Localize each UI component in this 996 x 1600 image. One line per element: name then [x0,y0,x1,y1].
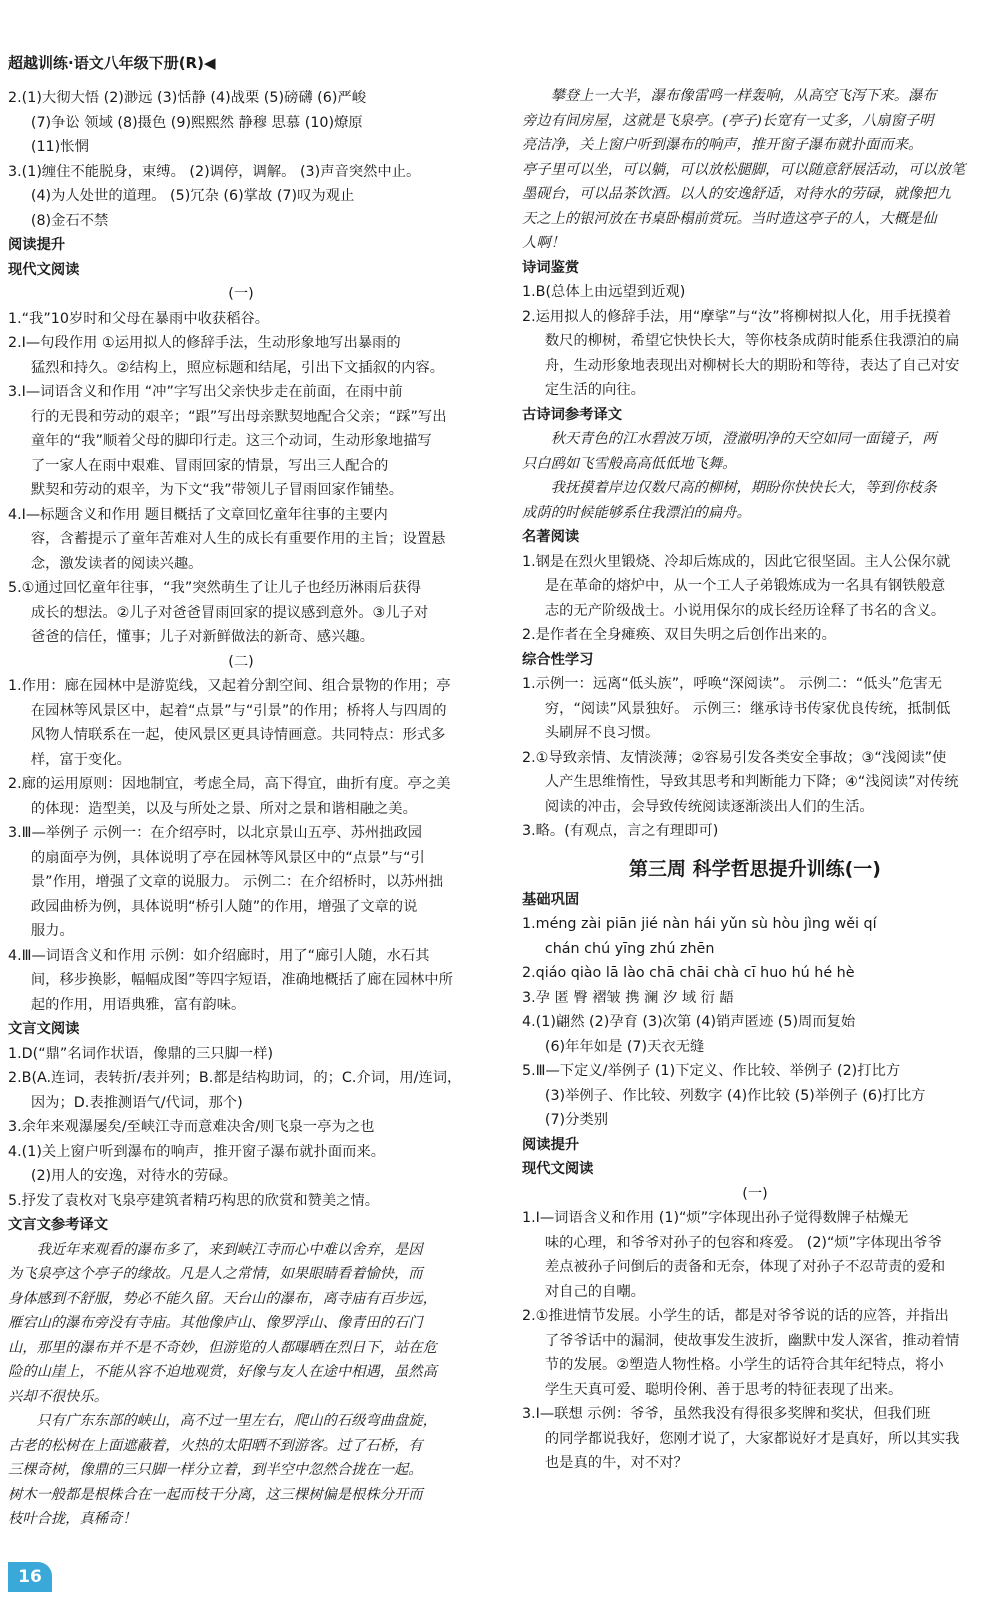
text-line: 亭子里可以坐，可以躺，可以放松腿脚，可以随意舒展活动，可以放笔 [522,161,966,178]
text-line: 爸爸的信任，懂事；儿子对新鲜做法的新奇、感兴趣。 [30,629,374,645]
text-line: 的扇面亭为例，具体说明了亭在园林等风景区中的“点景”与“引 [30,849,425,866]
text-line: 味的心理，和爷爷对孙子的包容和疼爱。 (2)“烦”字体现出爷爷 [544,1234,942,1251]
text-line: 了一家人在雨中艰难、冒雨回家的情景，写出三人配合的 [30,457,389,474]
text-line: (2)用人的安逸，对待水的劳碌。 [30,1168,237,1184]
text-line: 服力。 [30,923,74,939]
text-line: 2.B(A.连词，表转折/表并列；B.都是结构助词，的；C.介词，用/连词， [8,1070,462,1086]
text-line: 基础巩固 [522,891,580,908]
text-line: 1.méng zài piān jié nàn hái yǔn sù hòu jìng wěi qí [522,916,877,932]
text-line: 数尺的柳树，希望它快快长大，等你枝条成荫时能系住我漂泊的扁 [544,333,960,349]
text-line: 在园林等风景区中，起着“点景”与“引景”的作用；桥将人与四周的 [30,702,447,719]
text-line: 现代文阅读 [8,261,80,278]
text-line: 险的山崖上，不能从容不迫地观赏，好像与友人在途中相遇，虽然高 [8,1364,437,1380]
text-line: 3.Ⅰ—词语含义和作用 “冲”字写出父亲快步走在前面，在雨中前 [8,384,403,400]
text-line: 的体现：造型美，以及与所处之景、所对之景和谐相融之美。 [30,800,417,817]
text-line: 阅读提升 [522,1136,580,1153]
text-line: 亮洁净，关上窗户听到瀑布的响声，推开窗子瀑布就扑面而来。 [522,137,923,153]
text-line: 2.qiáo qiào lā lào chā chāi chà cī huo hú hé hè [522,965,855,981]
text-line: 为飞泉亭这个亭子的缘故。凡是人之常情，如果眼睛看着愉快，而 [8,1266,423,1282]
text-line: (7)分类别 [544,1112,609,1128]
text-line: 5.抒发了袁枚对飞泉亭建筑者精巧构思的欣赏和赞美之情。 [8,1192,380,1209]
text-line: (7)争讼 领域 (8)摄色 (9)熙熙然 静穆 思慕 (10)燎原 [30,114,363,131]
text-line: 的同学都说我好，您刚才说了，大家都说好才是真好，所以其实我 [544,1430,960,1447]
text-line: 3.Ⅲ—举例子 示例一：在介绍亭时，以北京景山五亭、苏州拙政园 [8,825,423,841]
text-line: (3)举例子、作比较、列数字 (4)作比较 (5)举例子 (6)打比方 [544,1087,926,1104]
text-line: 2.Ⅰ—句段作用 ①运用拟人的修辞手法，生动形象地写出暴雨的 [8,335,401,351]
text-line: 2.(1)大彻大悟 (2)渺远 (3)恬静 (4)战栗 (5)磅礴 (6)严峻 [8,90,367,106]
text-line: 4.(1)翩然 (2)孕育 (3)次第 (4)销声匿迹 (5)周而复始 [522,1014,856,1030]
text-line: (8)金石不禁 [30,212,109,229]
text-line: 舟，生动形象地表现出对柳树长大的期盼和等待，表达了自己对安 [544,357,960,374]
text-line: 也是真的牛，对不对？ [544,1455,688,1471]
text-line: 文言文阅读 [8,1021,80,1037]
text-line: 学生天真可爱、聪明伶俐、善于思考的特征表现了出来。 [544,1381,903,1398]
text-line: 天之上的银河放在书桌卧榻前赏玩。当时造这亭子的人，大概是仙 [522,210,937,227]
text-line: 因为；D.表推测语气/代词，那个) [30,1094,243,1111]
text-line: 1.示例一：远离“低头族”，呼唤“深阅读”。 示例二：“低头”危害无 [522,676,943,692]
text-line: 第三周 科学哲思提升训练(一) [629,857,881,880]
text-line: 墨砚台，可以品茶饮酒。以人的安逸舒适，对待水的劳碌，就像把九 [522,186,951,202]
text-line: 我近年来观看的瀑布多了，来到峡江寺而心中难以舍弃，是因 [36,1241,423,1258]
text-line: 2.①导致亲情、友情淡薄；②容易引发各类安全事故；③“浅阅读”使 [522,749,947,766]
text-line: 政园曲桥为例，具体说明“桥引人随”的作用，增强了文章的说 [30,898,418,915]
text-line: 童年的“我”顺着父母的脚印行走。这三个动词，生动形象地描写 [30,433,432,449]
text-line: 人啊！ [522,235,565,251]
text-line: 头刷屏不良习惯。 [544,725,660,741]
text-line: 穷，“阅读”风景独好。 示例三：继承诗书传家优良传统，抵制低 [544,700,951,717]
text-line: (6)年年如是 (7)天衣无缝 [544,1038,705,1055]
text-line: (11)怅惘 [30,139,89,155]
page-number: 16 [8,1562,52,1592]
text-line: 我抚摸着岸边仅数尺高的柳树，期盼你快快长大，等到你枝条 [550,480,937,496]
text-line: 阅读提升 [8,237,66,253]
text-line: 树木一般都是根株合在一起而枝干分离，这三棵树偏是根株分开而 [8,1486,423,1503]
text-line: 志的无产阶级战士。小说用保尔的成长经历诠释了书名的含义。 [544,602,946,619]
text-line: 3.(1)缠住不能脱身，束缚。 (2)调停，调解。 (3)声音突然中止。 [8,163,421,180]
text-line: (二) [228,653,254,670]
text-line: 4.Ⅰ—标题含义和作用 题目概括了文章回忆童年往事的主要内 [8,506,388,523]
text-line: 诗词鉴赏 [522,259,580,276]
text-line: (一) [228,286,254,302]
text-line: 1.D(“鼎”名词作状语，像鼎的三只脚一样) [8,1045,274,1062]
text-line: 定生活的向往。 [544,382,645,398]
text-line: 默契和劳动的艰辛，为下文“我”带领儿子冒雨回家作铺垫。 [30,482,404,498]
right-column [522,84,988,1476]
text-line: 风物人情联系在一起，使风景区更具诗情画意。共同特点：形式多 [30,727,446,743]
text-line: 攀登上一大半，瀑布像雷鸣一样轰响，从高空飞泻下来。瀑布 [550,88,937,104]
text-line: 4.Ⅲ—词语含义和作用 示例：如介绍廊时，用了“廊引人随，水石其 [8,947,430,964]
text-line: chán chú yīng zhú zhēn [544,940,715,957]
text-line: 了爷爷话中的漏洞，使故事发生波折，幽默中发人深省，推动着情 [544,1332,960,1349]
text-line: 阅读的冲击，会导致传统阅读逐渐淡出人们的生活。 [544,798,874,815]
text-line: 2.运用拟人的修辞手法，用“摩挲”与“汝”将柳树拟人化，用手抚摸着 [522,308,952,325]
text-line: 秋天青色的江水碧波万顷，澄澈明净的天空如同一面镜子，两 [550,431,937,447]
text-line: 古老的松树在上面遮蔽着，火热的太阳晒不到游客。过了石桥，有 [8,1437,423,1454]
text-line: 1.作用：廊在园林中是游览线，又起着分割空间、组合景物的作用；亭 [8,678,451,694]
text-line: 5.①通过回忆童年往事，“我”突然萌生了让儿子也经历淋雨后获得 [8,580,421,596]
text-line: 身体感到不舒服，势必不能久留。天台山的瀑布，离寺庙有百步远， [8,1290,437,1307]
text-line: (一) [742,1185,768,1202]
text-line: 2.廊的运用原则：因地制宜，考虑全局，高下得宜，曲折有度。亭之美 [8,776,451,792]
text-line: 2.①推进情节发展。小学生的话，都是对爷爷说的话的应答，并指出 [522,1308,949,1324]
page-header: 超越训练·语文八年级下册(R)◀ [8,54,216,72]
text-line: 行的无畏和劳动的艰辛；“跟”写出母亲默契地配合父亲；“踩”写出 [30,408,447,425]
text-line: 枝叶合拢，真稀奇！ [8,1511,137,1527]
text-line: 兴却不很快乐。 [8,1388,109,1405]
text-line: 念，激发读者的阅读兴趣。 [30,555,203,572]
text-line: 名著阅读 [522,529,580,545]
text-line: 景”作用，增强了文章的说服力。 示例二：在介绍桥时，以苏州拙 [30,874,444,890]
left-column [8,86,474,1532]
text-line: 对自己的自嘲。 [544,1283,645,1300]
text-line: 综合性学习 [522,651,594,668]
text-line: 样，富于变化。 [30,751,131,768]
text-line: 2.是作者在全身瘫痪、双目失明之后创作出来的。 [522,627,836,643]
text-line: 1.Ⅰ—词语含义和作用 (1)“烦”字体现出孙子觉得数牌子枯燥无 [522,1210,909,1226]
text-line: 1.B(总体上由远望到近观) [522,284,686,300]
text-line: 是在革命的熔炉中，从一个工人子弟锻炼成为一名具有钢铁般意 [544,578,946,594]
text-line: 古诗词参考译文 [522,406,623,423]
text-line: 1.钢是在烈火里锻烧、冷却后炼成的，因此它很坚固。主人公保尔就 [522,553,951,570]
text-line: 三棵奇树，像鼎的三只脚一样分立着，到半空中忽然合拢在一起。 [8,1462,423,1478]
text-line: 间，移步换影，幅幅成图”等四字短语，准确地概括了廊在园林中所 [30,972,453,988]
text-line: 起的作用，用语典雅，富有韵味。 [30,996,246,1013]
text-line: (4)为人处世的道理。 (5)冗杂 (6)掌故 (7)叹为观止 [30,188,355,204]
text-line: 猛烈和持久。②结构上，照应标题和结尾，引出下文插叙的内容。 [30,359,445,376]
text-line: 山，那里的瀑布并不是不奇妙，但游览的人都曝晒在烈日下，站在危 [8,1339,437,1356]
text-line: 只有广东东部的峡山，高不过一里左右，爬山的石级弯曲盘旋， [36,1413,437,1429]
text-line: 只白鸥如飞雪般高高低低地飞舞。 [522,455,737,472]
text-line: 成荫的时候能够系住我漂泊的扁舟。 [522,504,751,521]
text-line: 成长的想法。②儿子对爸爸冒雨回家的提议感到意外。③儿子对 [30,604,429,621]
text-line: 旁边有间房屋，这就是飞泉亭。(亭子)长宽有一丈多，八扇窗子明 [522,112,934,129]
text-line: 3.Ⅰ—联想 示例：爷爷，虽然我没有得很多奖牌和奖状，但我们班 [522,1406,931,1422]
text-line: 3.孕 匿 臀 褶皱 携 澜 汐 域 衍 龉 [522,989,734,1006]
text-line: 节的发展。②塑造人物性格。小学生的话符合其年纪特点，将小 [544,1357,944,1373]
text-line: 人产生思维惰性，导致其思考和判断能力下降；④“浅阅读”对传统 [544,774,959,790]
text-line: 文言文参考译文 [8,1217,109,1233]
text-line: 现代文阅读 [522,1161,594,1177]
text-line: 4.(1)关上窗户听到瀑布的响声，推开窗子瀑布就扑面而来。 [8,1143,386,1160]
text-line: 3.余年来观瀑屡矣/至峡江寺而意难决舍/则飞泉一亭为之也 [8,1119,375,1135]
text-line: 雁宕山的瀑布旁没有寺庙。其他像庐山、像罗浮山、像青田的石门 [8,1315,423,1331]
text-line: 1.“我”10岁时和父母在暴雨中收获稻谷。 [8,310,270,327]
text-line: 5.Ⅲ—下定义/举例子 (1)下定义、作比较、举例子 (2)打比方 [522,1063,901,1079]
text-line: 3.略。(有观点，言之有理即可) [522,823,719,839]
text-line: 容，含蓄提示了童年苦难对人生的成长有重要作用的主旨；设置悬 [30,531,446,547]
text-line: 差点被孙子问倒后的责备和无奈，体现了对孙子不忍苛责的爱和 [544,1259,946,1275]
